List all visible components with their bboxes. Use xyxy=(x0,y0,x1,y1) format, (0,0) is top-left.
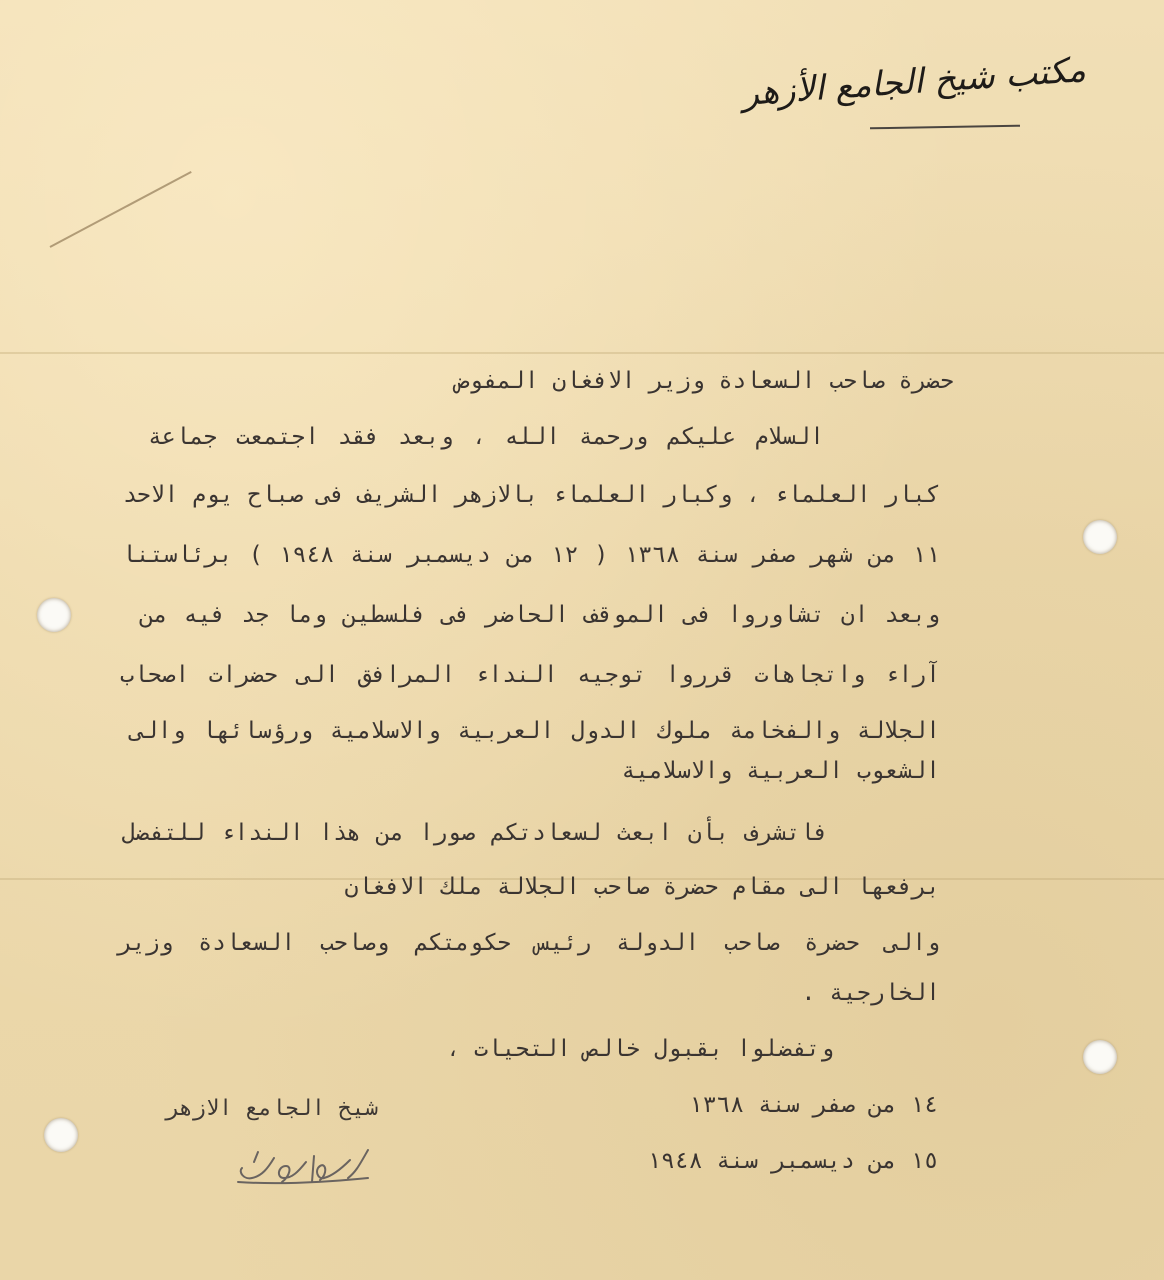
letterhead-underline xyxy=(870,125,1020,130)
signature-title: شيخ الجامع الازهر xyxy=(166,1096,378,1121)
body-line-9: برفعها الى مقام حضرة صاحب الجلالة ملك الافغان xyxy=(344,874,940,900)
body-line-3: ١١ من شهر صفر سنة ١٣٦٨ ( ١٢ من ديسمبر سنة ١٩٤٨ ) برئاستنا xyxy=(122,542,940,568)
body-line-8: فاتشرف بأن ابعث لسعادتكم صورا من هذا النداء للتفضل xyxy=(122,820,828,846)
body-line-2: كبار العلماء ، وكبار العلماء بالازهر الشريف فى صباح يوم الاحد xyxy=(123,482,940,508)
body-line-10: والى حضرة صاحب الدولة رئيس حكومتكم وصاحب السعادة وزير xyxy=(118,930,940,956)
punch-hole-left-bottom xyxy=(44,1118,78,1152)
handwritten-signature xyxy=(228,1142,378,1188)
salutation: حضرة صاحب السعادة وزير الافغان المفوض xyxy=(455,368,954,394)
paper-crease xyxy=(50,171,192,248)
body-line-6: الجلالة والفخامة ملوك الدول العربية والاسلامية ورؤسائها والى xyxy=(130,718,940,744)
punch-hole-left-top xyxy=(37,598,71,632)
punch-hole-right-top xyxy=(1083,520,1117,554)
letterhead-title: مكتب شيخ الجامع الأزهر xyxy=(740,50,1087,114)
body-line-11: الخارجية . xyxy=(801,980,940,1006)
body-line-4: وبعد ان تشاوروا فى الموقف الحاضر فى فلسطين وما جد فيه من xyxy=(140,602,940,628)
body-line-5: آراء واتجاهات قرروا توجيه النداء المرافق الى حضرات اصحاب xyxy=(120,662,940,688)
punch-hole-right-bottom xyxy=(1083,1040,1117,1074)
body-line-1: السلام عليكم ورحمة الله ، وبعد فقد اجتمعت جماعة xyxy=(148,424,824,450)
closing-line: وتفضلوا بقبول خالص التحيات ، xyxy=(446,1036,834,1062)
date-gregorian: ١٥ من ديسمبر سنة ١٩٤٨ xyxy=(647,1148,938,1174)
body-line-7: الشعوب العربية والاسلامية xyxy=(621,758,940,784)
date-hijri: ١٤ من صفر سنة ١٣٦٨ xyxy=(688,1092,938,1118)
paper-fold-top xyxy=(0,352,1164,354)
